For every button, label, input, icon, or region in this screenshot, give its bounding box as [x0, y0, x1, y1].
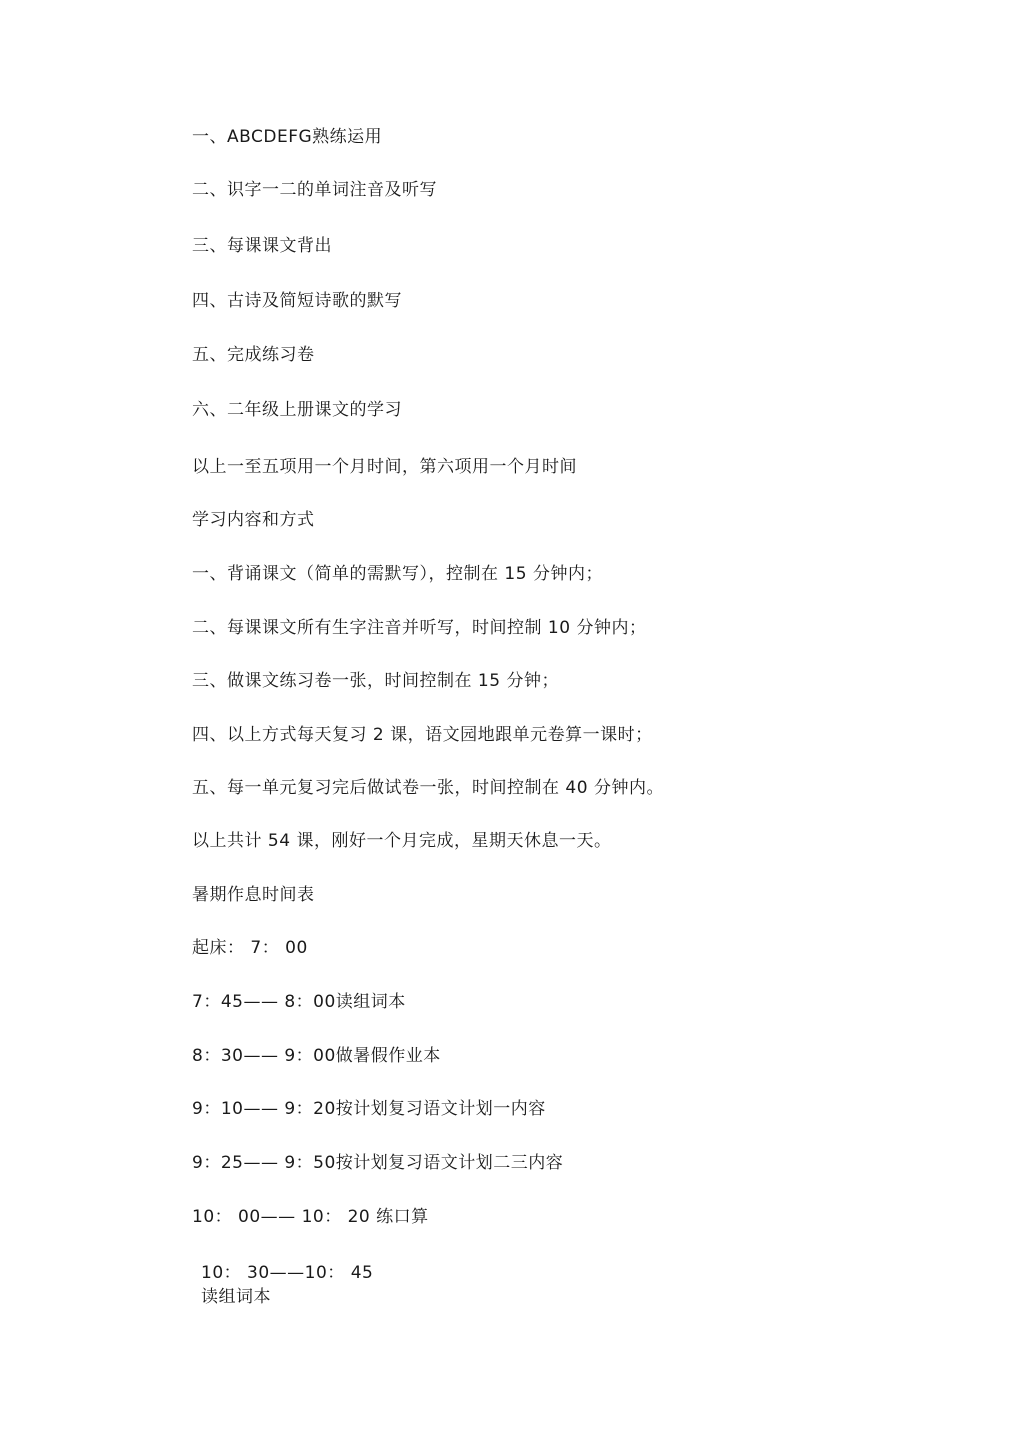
- method-item-5: 五、每一单元复习完后做试卷一张，时间控制在 40 分钟内。: [192, 778, 664, 798]
- schedule-entry-6-time: 10： 30——10： 45: [201, 1263, 374, 1283]
- section-heading-schedule: 暑期作息时间表: [192, 885, 315, 905]
- plan-item-6: 六、二年级上册课文的学习: [192, 400, 402, 420]
- method-item-4: 四、以上方式每天复习 2 课，语文园地跟单元卷算一课时；: [192, 725, 653, 745]
- schedule-entry-1: 7：45—— 8：00读组词本: [192, 992, 406, 1012]
- methods-summary: 以上共计 54 课，刚好一个月完成，星期天休息一天。: [192, 831, 612, 851]
- method-item-2: 二、每课课文所有生字注音并听写，时间控制 10 分钟内；: [192, 618, 647, 638]
- schedule-wake-up: 起床： 7： 00: [192, 938, 308, 958]
- schedule-entry-6-task: 读组词本: [201, 1287, 271, 1307]
- plan-item-4: 四、古诗及简短诗歌的默写: [192, 291, 402, 311]
- plan-item-2: 二、识字一二的单词注音及听写: [192, 180, 437, 200]
- plan-summary: 以上一至五项用一个月时间，第六项用一个月时间: [192, 457, 577, 477]
- schedule-entry-3: 9：10—— 9：20按计划复习语文计划一内容: [192, 1099, 546, 1119]
- section-heading-methods: 学习内容和方式: [192, 510, 315, 530]
- plan-item-5: 五、完成练习卷: [192, 345, 315, 365]
- method-item-3: 三、做课文练习卷一张，时间控制在 15 分钟；: [192, 671, 559, 691]
- schedule-entry-5: 10： 00—— 10： 20 练口算: [192, 1207, 429, 1227]
- plan-item-1: 一、ABCDEFG熟练运用: [192, 127, 383, 147]
- method-item-1: 一、背诵课文（简单的需默写），控制在 15 分钟内；: [192, 564, 603, 584]
- schedule-entry-2: 8：30—— 9：00做暑假作业本: [192, 1046, 441, 1066]
- schedule-entry-4: 9：25—— 9：50按计划复习语文计划二三内容: [192, 1153, 564, 1173]
- plan-item-3: 三、每课课文背出: [192, 236, 332, 256]
